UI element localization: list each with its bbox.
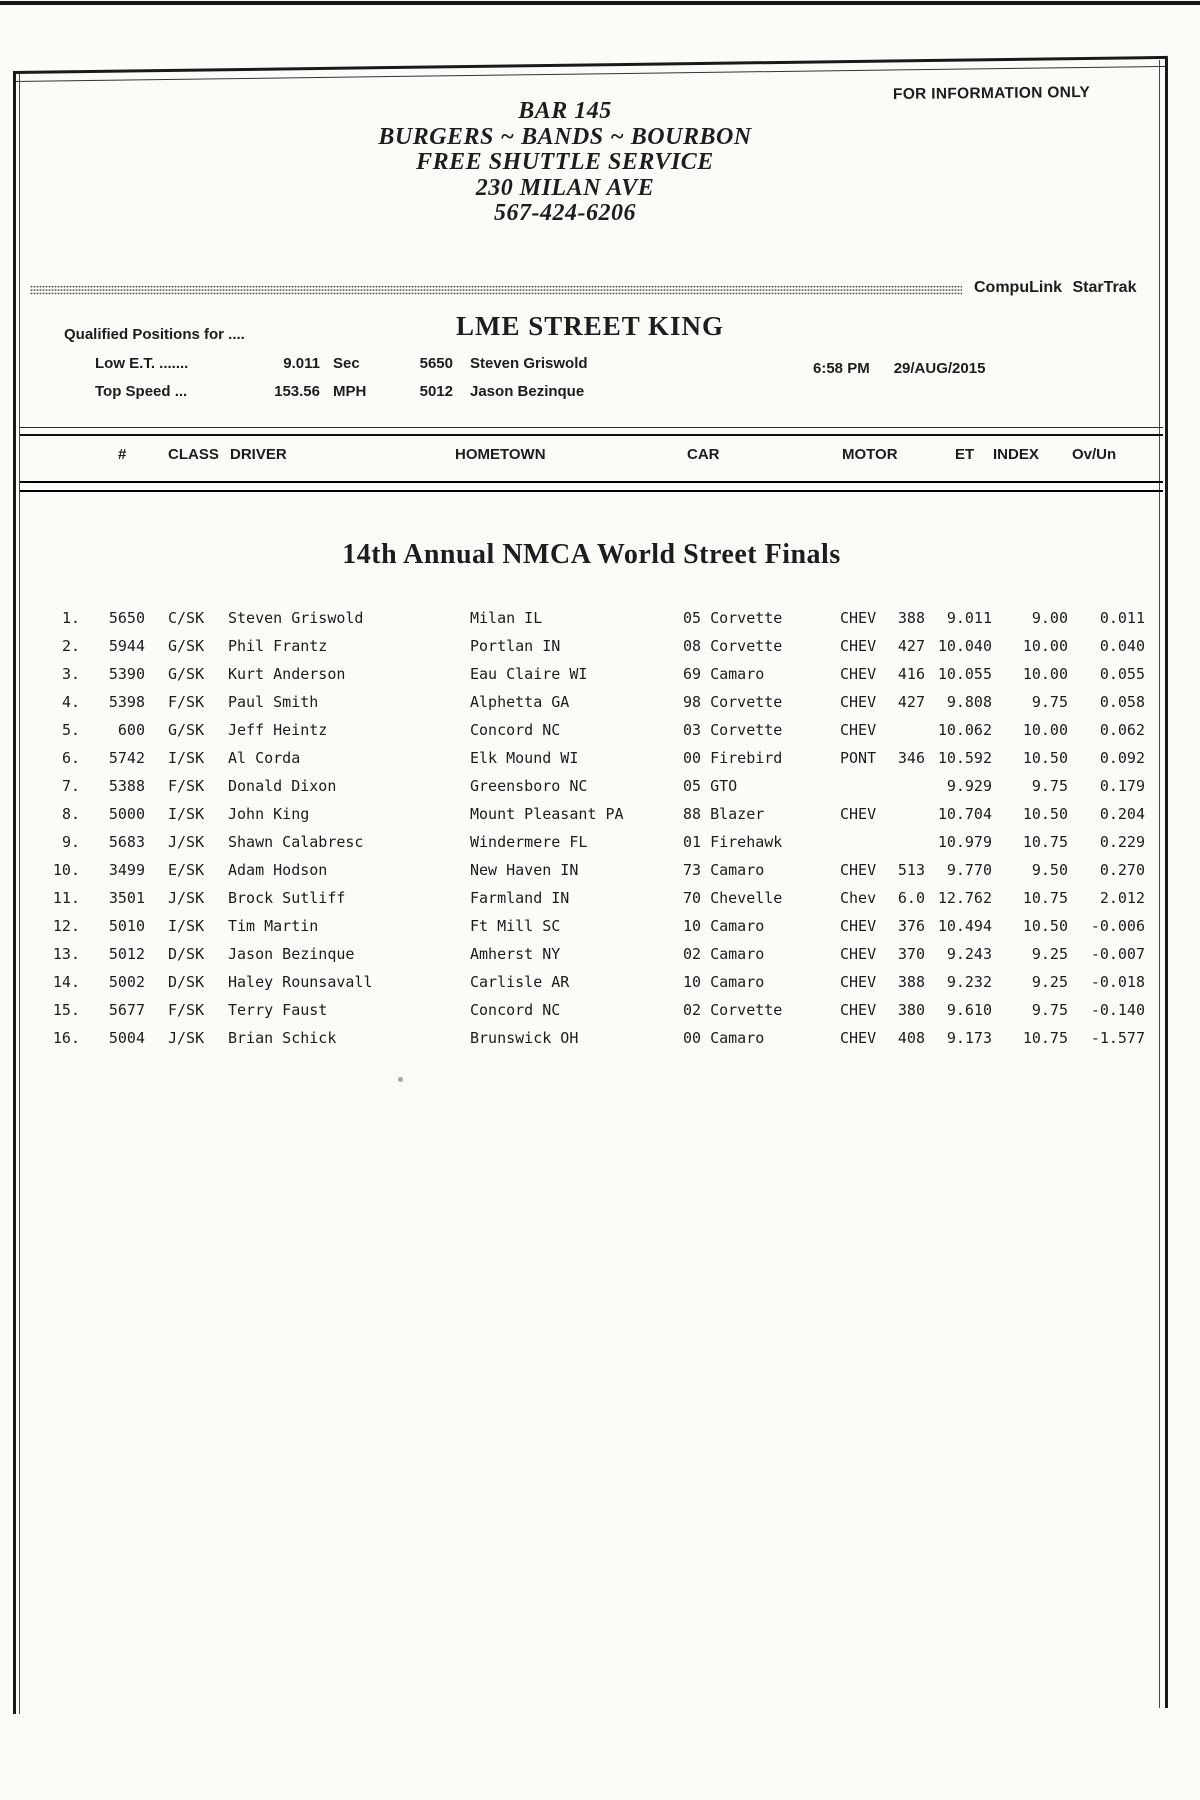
cell-class: F/SK xyxy=(168,693,205,711)
cell-displacement: 513 xyxy=(897,861,925,879)
cell-position: 10. xyxy=(52,861,80,879)
cell-car: 70 Chevelle xyxy=(683,889,783,907)
cell-motor: CHEV xyxy=(840,805,877,823)
cell-et: 10.592 xyxy=(937,749,992,767)
table-row xyxy=(30,660,1145,688)
table-row xyxy=(30,800,1145,828)
cell-class: D/SK xyxy=(168,973,205,991)
cell-car: 05 Corvette xyxy=(683,609,783,627)
cell-motor: CHEV xyxy=(840,1001,877,1019)
cell-over-under: -1.577 xyxy=(1090,1029,1145,1047)
cell-displacement: 370 xyxy=(897,945,925,963)
cell-hometown: Portlan IN xyxy=(470,637,561,655)
top-speed-driver: Jason Bezinque xyxy=(470,383,585,400)
cell-class: I/SK xyxy=(168,805,205,823)
cell-over-under: 0.092 xyxy=(1099,749,1145,767)
cell-driver: Tim Martin xyxy=(228,917,319,935)
cell-over-under: 2.012 xyxy=(1099,889,1145,907)
results-column-headers xyxy=(20,446,1163,468)
page-border-right-inner xyxy=(1159,60,1160,1708)
cell-index: 10.75 xyxy=(1022,833,1068,851)
cell-driver: Al Corda xyxy=(228,749,301,767)
cell-class: J/SK xyxy=(168,833,205,851)
cell-position: 16. xyxy=(52,1029,80,1047)
table-row xyxy=(30,828,1145,856)
cell-displacement: 376 xyxy=(897,917,925,935)
cell-car: 10 Camaro xyxy=(683,917,765,935)
low-et-unit: Sec xyxy=(333,355,360,372)
cell-position: 9. xyxy=(61,833,80,851)
cell-et: 10.055 xyxy=(937,665,992,683)
cell-hometown: Milan IL xyxy=(470,609,543,627)
cell-driver: Shawn Calabresc xyxy=(228,833,364,851)
table-row xyxy=(30,688,1145,716)
low-et-label: Low E.T. ....... xyxy=(95,355,189,372)
cell-index: 10.00 xyxy=(1022,721,1068,739)
cell-et: 10.040 xyxy=(937,637,992,655)
cell-car: 02 Camaro xyxy=(683,945,765,963)
cell-car-number: 5650 xyxy=(108,609,145,627)
cell-car-number: 5677 xyxy=(108,1001,145,1019)
scan-speck xyxy=(398,1077,403,1082)
col-header-index: INDEX xyxy=(993,446,1039,463)
cell-class: J/SK xyxy=(168,889,205,907)
cell-class: F/SK xyxy=(168,777,205,795)
cell-displacement: 388 xyxy=(897,973,925,991)
table-row xyxy=(30,604,1145,632)
cell-class: G/SK xyxy=(168,637,205,655)
print-date: 29/AUG/2015 xyxy=(893,360,986,377)
cell-position: 8. xyxy=(61,805,80,823)
cell-car-number: 5002 xyxy=(108,973,145,991)
cell-driver: Terry Faust xyxy=(228,1001,328,1019)
cell-car: 10 Camaro xyxy=(683,973,765,991)
cell-hometown: Eau Claire WI xyxy=(470,665,588,683)
col-header-motor: MOTOR xyxy=(842,446,898,463)
cell-motor: PONT xyxy=(840,749,877,767)
cell-index: 10.00 xyxy=(1022,637,1068,655)
table-row xyxy=(30,884,1145,912)
cell-displacement: 388 xyxy=(897,609,925,627)
cell-position: 5. xyxy=(61,721,80,739)
cell-motor: CHEV xyxy=(840,945,877,963)
cell-displacement: 408 xyxy=(897,1029,925,1047)
table-row xyxy=(30,912,1145,940)
venue-shuttle: FREE SHUTTLE SERVICE xyxy=(416,149,714,175)
table-row xyxy=(30,716,1145,744)
cell-et: 10.062 xyxy=(937,721,992,739)
table-row xyxy=(30,940,1145,968)
cell-index: 9.00 xyxy=(1031,609,1068,627)
cell-et: 9.770 xyxy=(946,861,992,879)
cell-driver: Adam Hodson xyxy=(228,861,328,879)
cell-position: 11. xyxy=(52,889,80,907)
print-timestamp xyxy=(813,360,985,377)
cell-car: 01 Firehawk xyxy=(683,833,783,851)
cell-driver: Donald Dixon xyxy=(228,777,337,795)
cell-motor: CHEV xyxy=(840,693,877,711)
cell-car: 98 Corvette xyxy=(683,693,783,711)
cell-driver: John King xyxy=(228,805,310,823)
cell-car: 69 Camaro xyxy=(683,665,765,683)
cell-over-under: -0.007 xyxy=(1090,945,1145,963)
page-border-left xyxy=(13,72,16,1714)
top-speed-label: Top Speed ... xyxy=(95,383,188,400)
cell-car-number: 5004 xyxy=(108,1029,145,1047)
cell-hometown: Mount Pleasant PA xyxy=(470,805,624,823)
cell-car-number: 5012 xyxy=(108,945,145,963)
cell-position: 14. xyxy=(52,973,80,991)
low-et-line xyxy=(95,355,588,372)
cell-car-number: 5010 xyxy=(108,917,145,935)
cell-class: F/SK xyxy=(168,1001,205,1019)
cell-hometown: Windermere FL xyxy=(470,833,588,851)
cell-car: 88 Blazer xyxy=(683,805,765,823)
cell-class: J/SK xyxy=(168,1029,205,1047)
cell-over-under: 0.055 xyxy=(1099,665,1145,683)
cell-displacement: 427 xyxy=(897,637,925,655)
cell-car: 00 Firebird xyxy=(683,749,783,767)
cell-position: 13. xyxy=(52,945,80,963)
cell-car: 03 Corvette xyxy=(683,721,783,739)
cell-hometown: Elk Mound WI xyxy=(470,749,579,767)
col-header-et: ET xyxy=(955,446,975,463)
cell-driver: Haley Rounsavall xyxy=(228,973,373,991)
timing-system-brand: CompuLink StarTrak xyxy=(974,279,1137,296)
cell-class: E/SK xyxy=(168,861,205,879)
venue-phone: 567-424-6206 xyxy=(494,200,636,226)
table-row xyxy=(30,968,1145,996)
cell-index: 9.25 xyxy=(1031,973,1068,991)
cell-et: 9.232 xyxy=(946,973,992,991)
cell-class: I/SK xyxy=(168,917,205,935)
cell-et: 9.243 xyxy=(946,945,992,963)
col-header-ovun: Ov/Un xyxy=(1072,446,1117,463)
cell-hometown: Concord NC xyxy=(470,721,561,739)
cell-car-number: 600 xyxy=(117,721,145,739)
scan-edge-line xyxy=(0,1,1200,5)
cell-motor: CHEV xyxy=(840,1029,877,1047)
cell-index: 10.50 xyxy=(1022,749,1068,767)
low-et-driver: Steven Griswold xyxy=(470,355,588,372)
cell-hometown: New Haven IN xyxy=(470,861,579,879)
col-header-car: CAR xyxy=(687,446,720,463)
top-speed-line xyxy=(95,383,584,400)
cell-class: I/SK xyxy=(168,749,205,767)
cell-position: 6. xyxy=(61,749,80,767)
cell-motor: CHEV xyxy=(840,861,877,879)
cell-car-number: 5390 xyxy=(108,665,145,683)
cell-displacement: 416 xyxy=(897,665,925,683)
event-title: 14th Annual NMCA World Street Finals xyxy=(342,539,841,570)
cell-et: 9.808 xyxy=(946,693,992,711)
venue-name: BAR 145 xyxy=(518,98,612,124)
col-header-class: CLASS xyxy=(168,446,219,463)
low-et-value: 9.011 xyxy=(283,355,320,372)
cell-index: 10.75 xyxy=(1022,889,1068,907)
cell-car: 00 Camaro xyxy=(683,1029,765,1047)
table-row xyxy=(30,996,1145,1024)
cell-motor: CHEV xyxy=(840,609,877,627)
cell-index: 9.75 xyxy=(1031,693,1068,711)
venue-ad-block xyxy=(20,99,1110,227)
cell-index: 10.50 xyxy=(1022,917,1068,935)
cell-driver: Paul Smith xyxy=(228,693,319,711)
cell-class: G/SK xyxy=(168,721,205,739)
venue-address: 230 MILAN AVE xyxy=(475,174,655,201)
cell-et: 9.929 xyxy=(946,777,992,795)
cell-position: 15. xyxy=(52,1001,80,1019)
cell-over-under: 0.058 xyxy=(1099,693,1145,711)
cell-motor: CHEV xyxy=(840,721,877,739)
cell-et: 9.173 xyxy=(946,1029,992,1047)
cell-index: 10.00 xyxy=(1022,665,1068,683)
col-header-hometown: HOMETOWN xyxy=(455,446,546,463)
cell-et: 12.762 xyxy=(937,889,992,907)
cell-et: 10.979 xyxy=(937,833,992,851)
cell-driver: Steven Griswold xyxy=(228,609,364,627)
cell-over-under: -0.140 xyxy=(1090,1001,1145,1019)
cell-position: 1. xyxy=(61,609,80,627)
cell-driver: Jeff Heintz xyxy=(228,721,328,739)
cell-driver: Phil Frantz xyxy=(228,637,328,655)
cell-class: D/SK xyxy=(168,945,205,963)
top-speed-value: 153.56 xyxy=(274,383,320,400)
qualified-positions-heading: Qualified Positions for .... xyxy=(64,326,245,343)
cell-car: 02 Corvette xyxy=(683,1001,783,1019)
cell-car-number: 5683 xyxy=(108,833,145,851)
cell-index: 9.50 xyxy=(1031,861,1068,879)
cell-et: 10.494 xyxy=(937,917,992,935)
table-row xyxy=(30,772,1145,800)
table-row xyxy=(30,632,1145,660)
cell-car-number: 3499 xyxy=(108,861,145,879)
cell-motor: CHEV xyxy=(840,973,877,991)
cell-over-under: 0.229 xyxy=(1099,833,1145,851)
cell-car-number: 5944 xyxy=(108,637,145,655)
print-time: 6:58 PM xyxy=(813,360,870,377)
cell-motor: Chev xyxy=(840,889,877,907)
cell-index: 9.75 xyxy=(1031,777,1068,795)
cell-index: 9.75 xyxy=(1031,1001,1068,1019)
cell-class: C/SK xyxy=(168,609,205,627)
cell-over-under: 0.011 xyxy=(1099,609,1145,627)
cell-index: 9.25 xyxy=(1031,945,1068,963)
cell-car: 73 Camaro xyxy=(683,861,765,879)
dotted-separator xyxy=(30,285,962,295)
cell-over-under: -0.018 xyxy=(1090,973,1145,991)
cell-car: 05 GTO xyxy=(683,777,738,795)
cell-driver: Brian Schick xyxy=(228,1029,337,1047)
cell-over-under: -0.006 xyxy=(1090,917,1145,935)
table-row xyxy=(30,744,1145,772)
cell-position: 3. xyxy=(61,665,80,683)
race-class-title: LME STREET KING xyxy=(455,311,725,341)
low-et-car-number: 5650 xyxy=(419,355,453,372)
venue-tagline: BURGERS ~ BANDS ~ BOURBON xyxy=(378,123,752,150)
top-speed-unit: MPH xyxy=(333,383,367,400)
cell-et: 9.011 xyxy=(946,609,992,627)
table-row xyxy=(30,1024,1145,1052)
cell-car-number: 5398 xyxy=(108,693,145,711)
cell-displacement: 380 xyxy=(897,1001,925,1019)
cell-car-number: 5742 xyxy=(108,749,145,767)
cell-motor: CHEV xyxy=(840,665,877,683)
cell-car-number: 3501 xyxy=(108,889,145,907)
cell-car-number: 5000 xyxy=(108,805,145,823)
header-rule-bottom xyxy=(20,481,1163,492)
cell-over-under: 0.062 xyxy=(1099,721,1145,739)
cell-motor: CHEV xyxy=(840,917,877,935)
cell-position: 2. xyxy=(61,637,80,655)
cell-position: 7. xyxy=(61,777,80,795)
top-speed-car-number: 5012 xyxy=(419,383,453,400)
cell-index: 10.50 xyxy=(1022,805,1068,823)
page-border-top xyxy=(13,56,1168,82)
cell-hometown: Brunswick OH xyxy=(470,1029,579,1047)
cell-driver: Brock Sutliff xyxy=(228,889,346,907)
cell-hometown: Concord NC xyxy=(470,1001,561,1019)
cell-hometown: Ft Mill SC xyxy=(470,917,561,935)
cell-et: 9.610 xyxy=(946,1001,992,1019)
cell-over-under: 0.179 xyxy=(1099,777,1145,795)
col-header-driver: DRIVER xyxy=(230,446,287,463)
cell-index: 10.75 xyxy=(1022,1029,1068,1047)
cell-position: 4. xyxy=(61,693,80,711)
results-rows xyxy=(30,604,1145,1052)
header-rule-top xyxy=(20,427,1163,436)
cell-class: G/SK xyxy=(168,665,205,683)
cell-hometown: Farmland IN xyxy=(470,889,570,907)
cell-displacement: 6.0 xyxy=(897,889,925,907)
cell-driver: Kurt Anderson xyxy=(228,665,346,683)
cell-car: 08 Corvette xyxy=(683,637,783,655)
cell-hometown: Greensboro NC xyxy=(470,777,588,795)
cell-position: 12. xyxy=(52,917,80,935)
cell-over-under: 0.270 xyxy=(1099,861,1145,879)
cell-hometown: Amherst NY xyxy=(470,945,561,963)
for-information-only-label: FOR INFORMATION ONLY xyxy=(892,83,1091,104)
cell-displacement: 427 xyxy=(897,693,925,711)
cell-over-under: 0.204 xyxy=(1099,805,1145,823)
cell-over-under: 0.040 xyxy=(1099,637,1145,655)
cell-et: 10.704 xyxy=(937,805,992,823)
cell-motor: CHEV xyxy=(840,637,877,655)
cell-car-number: 5388 xyxy=(108,777,145,795)
cell-displacement: 346 xyxy=(897,749,925,767)
table-row xyxy=(30,856,1145,884)
cell-hometown: Alphetta GA xyxy=(470,693,570,711)
cell-driver: Jason Bezinque xyxy=(228,945,355,963)
col-header-pos: # xyxy=(118,446,127,463)
page-border-right xyxy=(1165,58,1168,1708)
cell-hometown: Carlisle AR xyxy=(470,973,570,991)
